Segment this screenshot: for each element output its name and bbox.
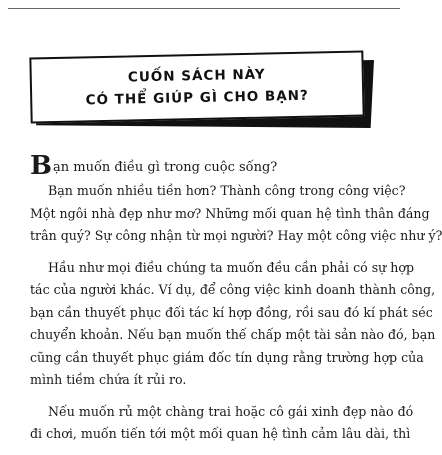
paragraph-2 <box>30 257 436 392</box>
paragraph-line: Một ngôi nhà đẹp như mơ? Những mối quan hệ tình thân đáng <box>30 205 430 221</box>
paragraph-line: Hầu như mọi điều chúng ta muốn đều cần phải có sự hợp <box>48 259 415 275</box>
top-rule <box>8 8 400 9</box>
heading-banner <box>29 51 364 124</box>
paragraph-line: bạn cần thuyết phục đối tác kí hợp đồng, rồi sau đó kí phát séc <box>30 304 433 320</box>
paragraph-line: trân quý? Sự công nhận từ mọi người? Hay một công việc như ý? <box>30 228 442 243</box>
paragraph-line: đi chơi, muốn tiến tới một mối quan hệ tình cảm lâu dài, thì <box>30 426 411 441</box>
drop-cap: B <box>30 151 52 181</box>
opening-line <box>30 151 372 181</box>
body-text <box>30 151 442 455</box>
paragraph-line: cũng cần thuyết phục giám đốc tín dụng rằng trường hợp của <box>30 349 424 365</box>
paragraph-line: Nếu muốn rủ một chàng trai hoặc cô gái xinh đẹp nào đó <box>48 403 414 419</box>
paragraph-line: chuyển khoản. Nếu bạn muốn thế chấp một tài sản nào đó, bạn <box>30 327 436 342</box>
paragraph-line: Bạn muốn nhiều tiền hơn? Thành công trong công việc? <box>48 183 406 198</box>
opening-line-text: ạn muốn điều gì trong cuộc sống? <box>52 160 278 175</box>
paragraph-line: tác của người khác. Ví dụ, để công việc kinh doanh thành công, <box>30 282 436 297</box>
heading-line-1: CUỐN SÁCH NÀY <box>127 66 266 86</box>
paragraph-line: mình tiềm chứa ít rủi ro. <box>30 372 187 387</box>
paragraph-1 <box>30 180 442 248</box>
heading-line-2: CÓ THỂ GIÚP GÌ CHO BẠN? <box>85 87 309 109</box>
paragraph-3 <box>30 401 414 446</box>
